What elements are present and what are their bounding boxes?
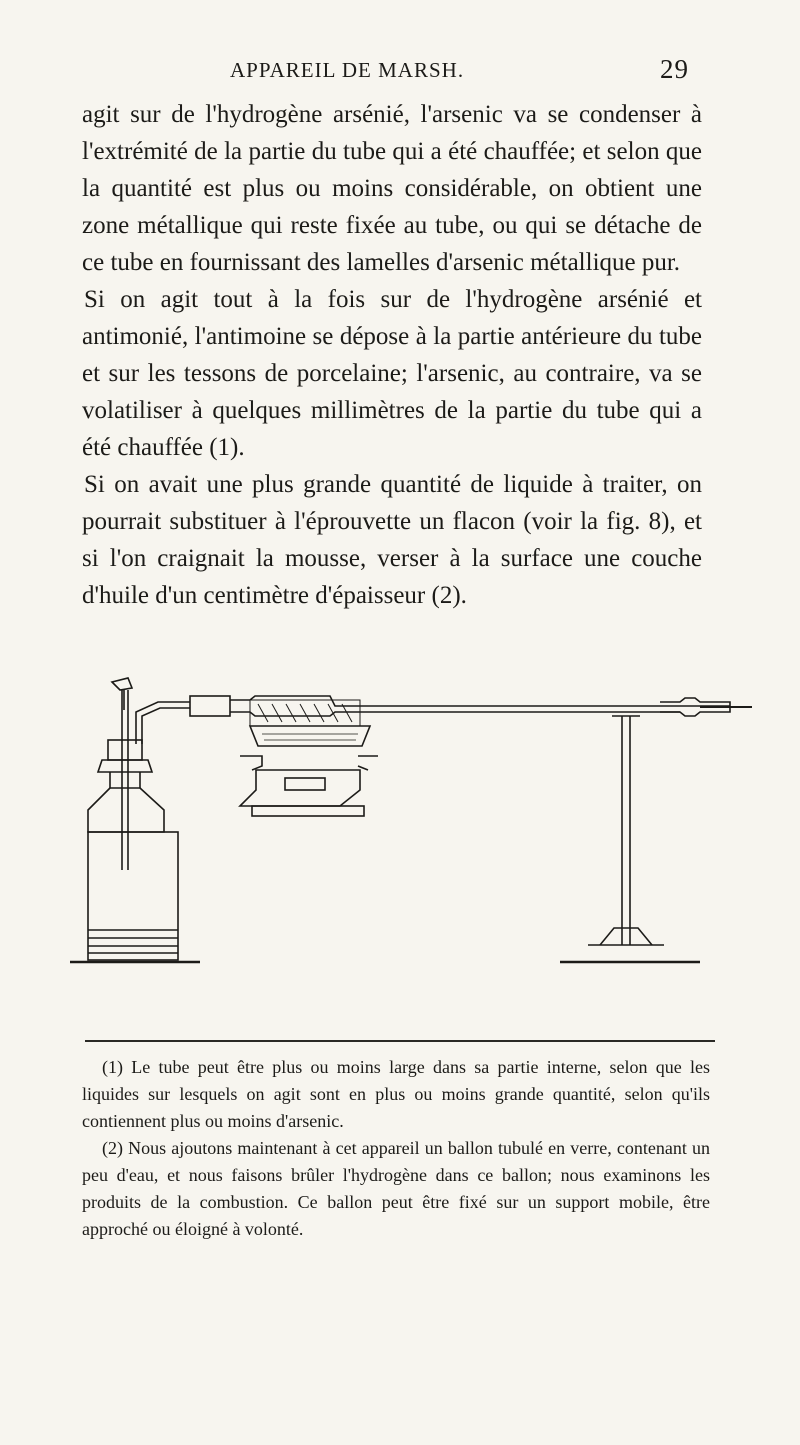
footnote-separator [85,1040,715,1042]
running-title: APPAREIL DE MARSH. [230,58,465,82]
burner-grill [250,726,370,746]
footnotes [82,1054,710,1243]
footnote: (1) Le tube peut être plus ou moins large dans sa partie interne, selon que les liquides sur lesquels on agit sont en plus ou moins grande quantité, selon qu'ils contiennent plus ou moins d'arsenic. [82,1057,710,1131]
paragraph: agit sur de l'hydrogène arsénié, l'arsenic va se condenser à l'extrémité de la partie du tube qui a été chauffée; et selon que la quantité est plus ou moins considérable, on obtient une zone métallique qui reste fixée au tube, ou qui se détache de ce tube en fournissant des lamelles d'arsenic métallique pur. [82,101,702,276]
flask-stopper [108,740,142,760]
generating-flask [88,788,164,832]
tube-support [560,716,700,962]
flask-neck [110,772,140,788]
page-number: 29 [660,54,689,84]
paragraph: Si on agit tout à la fois sur de l'hydrogène arsénié et antimonié, l'antimoine se dépose à la partie antérieure du tube et sur les tessons de porcelaine; l'arsenic, au contraire, va se volatiliser à quelques millimètres de la partie du tube qui a été chauffée (1). [82,286,702,461]
burner-stand [240,770,360,806]
body-text [82,96,702,614]
paragraph: Si on avait une plus grande quantité de liquide à traiter, on pourrait substituer à l'éprouvette un flacon (voir la fig. 8), et si l'on craignait la mousse, verser à la surface une couche d'huile d'un centimètre d'épaisseur (2). [82,471,702,609]
marsh-apparatus-figure [40,660,755,1030]
footnote: (2) Nous ajoutons maintenant à cet appareil un ballon tubulé en verre, contenant un peu d'eau, et nous faisons brûler l'hydrogène dans ce ballon; nous examinons les produits de la combustion. Ce ballon peut être fixé sur un support mobile, être approché ou éloigné à volonté. [82,1138,710,1239]
drying-tube [190,696,230,716]
heated-tube-region [250,700,360,726]
